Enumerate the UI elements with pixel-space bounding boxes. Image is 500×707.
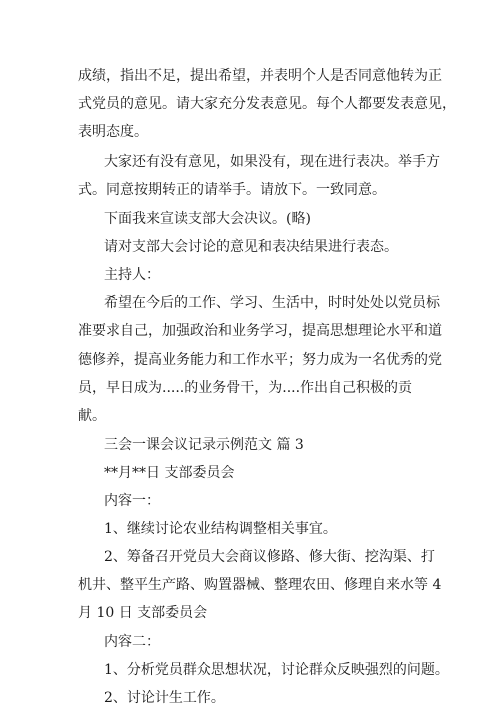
text-line: 大家还有没有意见，如果没有，现在进行表决。举手方 (104, 154, 440, 170)
text-line: 2、筹备召开党员大会商议修路、修大街、挖沟渠、打 (104, 549, 435, 565)
text-line: 1、继续讨论农业结构调整相关事宜。 (104, 521, 337, 537)
text-line: **月**日 支部委员会 (104, 465, 235, 481)
text-line: 机井、整平生产路、购置器械、整理农田、修理自来水等 4 (78, 577, 442, 593)
text-line: 主持人： (104, 267, 160, 283)
section-heading: 三会一课会议记录示例范文 篇 3 (104, 437, 304, 453)
text-line: 1、分析党员群众思想状况，讨论群众反映强烈的问题。 (104, 662, 449, 678)
text-line: 请对支部大会讨论的意见和表决结果进行表态。 (104, 239, 398, 255)
text-line: 员，早日成为.....的业务骨干，为....作出自己积极的贡 (78, 380, 413, 396)
text-line: 献。 (78, 408, 106, 424)
text-line: 准要求自己，加强政治和业务学习，提高思想理论水平和道 (78, 323, 442, 339)
text-line: 表明态度。 (78, 124, 148, 140)
text-line: 月 10 日 支部委员会 (78, 605, 208, 621)
text-line: 内容一： (104, 493, 160, 509)
text-line: 内容二： (104, 634, 160, 650)
text-line: 2、讨论计生工作。 (104, 690, 225, 706)
text-line: 式。同意按期转正的请举手。请放下。一致同意。 (78, 182, 386, 198)
text-line: 德修养，提高业务能力和工作水平；努力成为一名优秀的党 (78, 352, 442, 368)
text-line: 成绩，指出不足，提出希望，并表明个人是否同意他转为正 (78, 68, 442, 84)
text-line: 希望在今后的工作、学习、生活中，时时处处以党员标 (104, 295, 440, 311)
text-line: 下面我来宣读支部大会决议。(略) (104, 211, 311, 227)
text-line: 式党员的意见。请大家充分发表意见。每个人都要发表意见， (78, 96, 456, 112)
